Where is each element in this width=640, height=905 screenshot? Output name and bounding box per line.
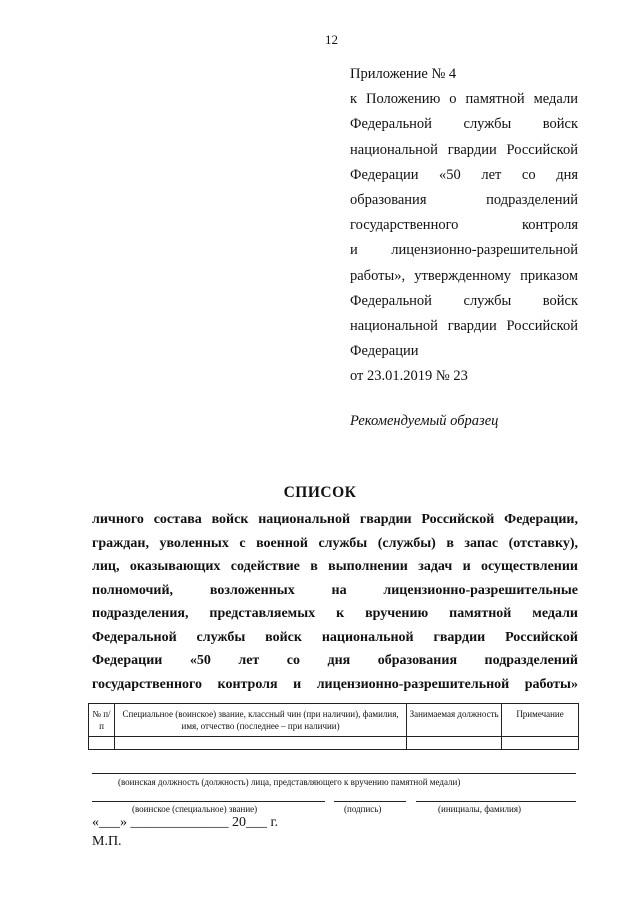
subtitle-line: Федерации «50 лет со дня образования подразделений [92,653,578,668]
subtitle-line: личного состава войск национальной гвардии Российской Федерации, [92,512,578,527]
stamp-place: М.П. [92,834,122,849]
award-list-table [88,703,579,750]
sample-label: Рекомендуемый образец [350,413,499,429]
table-cell [502,737,579,750]
sign-signature-line [334,801,406,802]
subtitle-line: полномочий, возложенных на лицензионно-разрешительные [92,582,578,598]
appendix-line: Федеральной службы войск [350,116,578,133]
header-number: № п/п [89,704,115,737]
subtitle-line: подразделения, представляемых к вручению памятной медали [92,606,578,621]
rank-caption: (воинское (специальное) звание) [132,804,258,814]
position-signature-line [92,773,576,774]
header-note: Примечание [502,704,579,737]
appendix-line: Федерации [350,343,419,360]
appendix-line: работы», утвержденному приказом [350,267,578,284]
position-caption: (воинская должность (должность) лица, представляющего к вручению памятной медали) [118,777,461,787]
header-rank-name: Специальное (воинское) звание, классный чин (при наличии), фамилия, имя, отчество (последнее – при наличии) [114,704,406,737]
appendix-line: национальной гвардии Российской [350,141,578,158]
subtitle-line: государственного контроля и лицензионно-разрешительной работы» [92,676,578,692]
document-subtitle [92,508,578,696]
subtitle-line: граждан, уволенных с военной службы (службы) в запас (отставку), [92,535,578,551]
table-header-row [89,704,579,737]
appendix-line: к Положению о памятной медали [350,91,578,108]
page-number: 12 [325,32,338,47]
table-cell [407,737,502,750]
sign-caption: (подпись) [344,804,382,814]
subtitle-line: лиц, оказывающих содействие в выполнении задач и осуществлении [92,559,578,574]
subtitle-line: Федеральной службы войск национальной гвардии Российской [92,629,578,645]
appendix-line: национальной гвардии Российской [350,318,578,335]
date-line: «___» ______________ 20___ г. [92,815,279,830]
appendix-line: от 23.01.2019 № 23 [350,368,468,385]
appendix-line: и лицензионно-разрешительной [350,242,578,259]
appendix-line: образования подразделений [350,192,578,209]
appendix-block [350,62,578,390]
initials-caption: (инициалы, фамилия) [438,804,521,814]
document-title: СПИСОК [283,484,357,501]
table-row [89,737,579,750]
rank-signature-line [92,801,325,802]
table-cell [114,737,406,750]
header-position: Занимаемая должность [407,704,502,737]
appendix-line: Федерации «50 лет со дня [350,166,578,183]
appendix-line: государственного контроля [350,217,578,234]
table-cell [89,737,115,750]
initials-signature-line [416,801,576,802]
appendix-line: Приложение № 4 [350,66,457,82]
appendix-line: Федеральной службы войск [350,292,578,309]
